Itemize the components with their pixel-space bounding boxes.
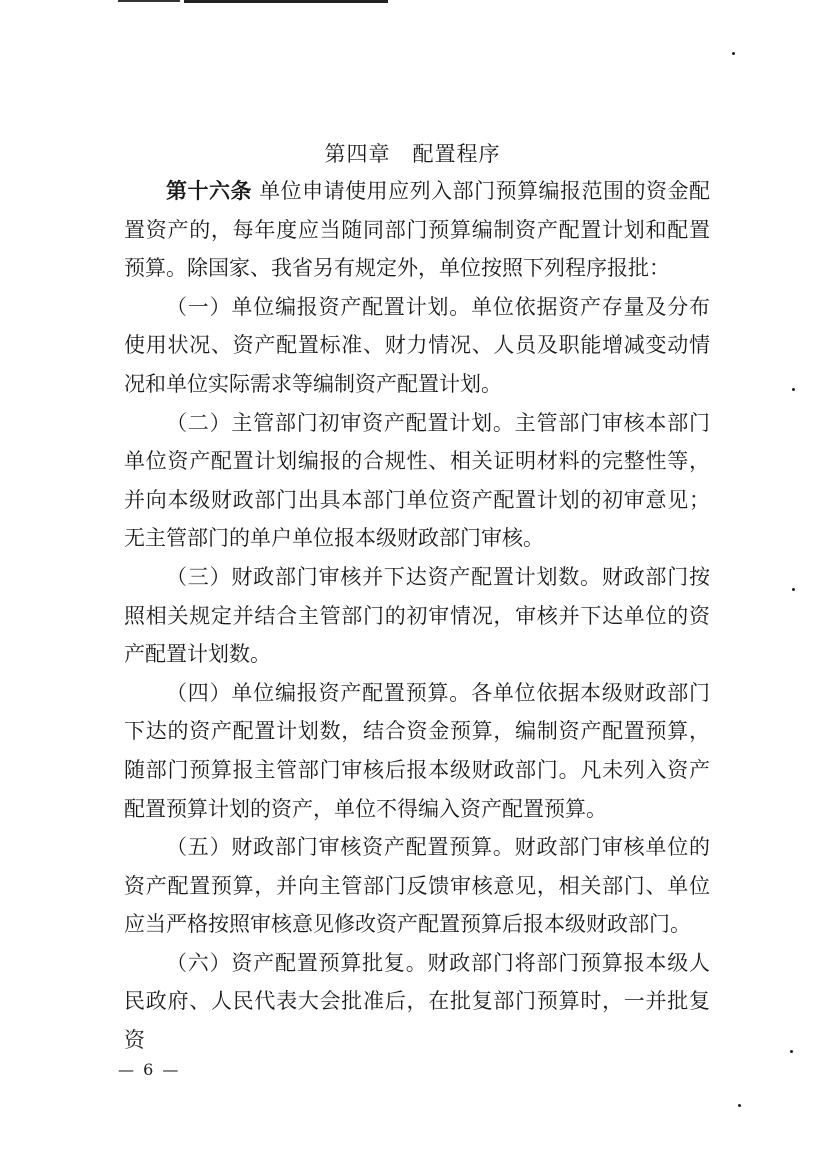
article-text: 单位申请使用应列入部门预算编报范围的资金配置资产的，每年度应当随同部门预算编制资产配置计划和配置预算。除国家、我省另有规定外，单位按照下列程序报批： bbox=[124, 179, 711, 281]
scan-artifact-line bbox=[184, 0, 388, 3]
item-paragraph-3: （三）财政部门审核并下达资产配置计划数。财政部门按照相关规定并结合主管部门的初审情况，审核并下达单位的资产配置计划数。 bbox=[124, 564, 710, 667]
scan-speck bbox=[792, 388, 795, 391]
scan-speck bbox=[732, 52, 735, 55]
article-number: 第十六条 bbox=[166, 178, 252, 203]
scan-speck bbox=[790, 1050, 793, 1053]
item-paragraph-4: （四）单位编报资产配置预算。各单位依据本级财政部门下达的资产配置计划数，结合资金预算，编制资产配置预算，随部门预算报主管部门审核后报本级财政部门。凡未列入资产配置预算计划的资产，单位不得编入资产配置预算。 bbox=[124, 680, 710, 821]
scan-speck bbox=[792, 588, 795, 591]
scan-artifact-line bbox=[118, 0, 180, 2]
scan-speck bbox=[738, 1104, 741, 1107]
item-paragraph-5: （五）财政部门审核资产配置预算。财政部门审核单位的资产配置预算，并向主管部门反馈审核意见，相关部门、单位应当严格按照审核意见修改资产配置预算后报本级财政部门。 bbox=[124, 835, 710, 937]
scan-artifact-top bbox=[118, 0, 388, 4]
document-body bbox=[124, 172, 710, 1060]
item-paragraph-2: （二）主管部门初审资产配置计划。主管部门审核本部门单位资产配置计划编报的合规性、相关证明材料的完整性等，并向本级财政部门出具本部门单位资产配置计划的初审意见；无主管部门的单户单位报本级财政部门审核。 bbox=[124, 410, 710, 551]
page-number: — 6 — bbox=[118, 1060, 181, 1079]
item-paragraph-1: （一）单位编报资产配置计划。单位依据资产存量及分布使用状况、资产配置标准、财力情况、人员及职能增减变动情况和单位实际需求等编制资产配置计划。 bbox=[124, 294, 710, 396]
chapter-title: 第四章 配置程序 bbox=[324, 142, 501, 166]
item-paragraph-6: （六）资产配置预算批复。财政部门将部门预算报本级人民政府、人民代表大会批准后，在批复部门预算时，一并批复资 bbox=[124, 950, 710, 1053]
article-paragraph bbox=[124, 172, 710, 288]
